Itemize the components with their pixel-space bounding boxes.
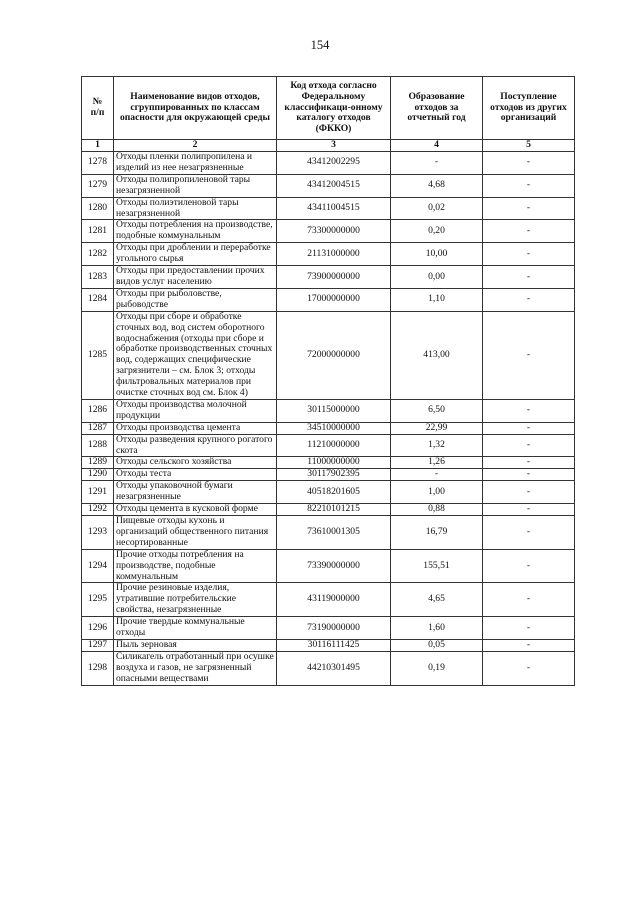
row-number: 1283 [82, 266, 114, 289]
waste-name: Отходы при предоставлении прочих видов услуг населению [114, 266, 277, 289]
received-amount: - [483, 266, 575, 289]
formed-amount: 0,19 [391, 651, 483, 685]
table-row [82, 639, 575, 651]
table-row [82, 288, 575, 311]
page-number: 154 [310, 38, 330, 52]
formed-amount: 0,88 [391, 504, 483, 516]
table-row [82, 469, 575, 481]
row-number: 1287 [82, 422, 114, 434]
waste-name: Пыль зерновая [114, 639, 277, 651]
formed-amount: 1,00 [391, 481, 483, 504]
row-number: 1285 [82, 311, 114, 399]
table-row [82, 243, 575, 266]
column-number: 2 [114, 140, 277, 152]
header-received: Поступление отходов из других организаций [483, 77, 575, 140]
received-amount: - [483, 243, 575, 266]
row-number: 1280 [82, 197, 114, 220]
fkko-code: 44210301495 [277, 651, 391, 685]
formed-amount: 6,50 [391, 399, 483, 422]
fkko-code: 30115000000 [277, 399, 391, 422]
header-formed: Образование отходов за отчетный год [391, 77, 483, 140]
received-amount: - [483, 469, 575, 481]
table-row [82, 434, 575, 457]
fkko-code: 21131000000 [277, 243, 391, 266]
fkko-code: 73900000000 [277, 266, 391, 289]
row-number: 1286 [82, 399, 114, 422]
fkko-code: 30117902395 [277, 469, 391, 481]
received-amount: - [483, 220, 575, 243]
row-number: 1294 [82, 549, 114, 583]
received-amount: - [483, 399, 575, 422]
formed-amount: 1,26 [391, 457, 483, 469]
header-number: № п/п [82, 77, 114, 140]
table-row [82, 549, 575, 583]
waste-name: Прочие твердые коммунальные отходы [114, 617, 277, 640]
table-row [82, 174, 575, 197]
row-number: 1278 [82, 152, 114, 175]
row-number: 1295 [82, 583, 114, 617]
waste-name: Отходы разведения крупного рогатого скота [114, 434, 277, 457]
waste-name: Отходы производства молочной продукции [114, 399, 277, 422]
column-number: 5 [483, 140, 575, 152]
row-number: 1293 [82, 516, 114, 550]
formed-amount: 22,99 [391, 422, 483, 434]
row-number: 1282 [82, 243, 114, 266]
waste-name: Отходы полипропиленовой тары незагрязненной [114, 174, 277, 197]
row-number: 1297 [82, 639, 114, 651]
waste-name: Силикагель отработанный при осушке воздуха и газов, не загрязненный опасными веществами [114, 651, 277, 685]
received-amount: - [483, 422, 575, 434]
waste-name: Отходы упаковочной бумаги незагрязненные [114, 481, 277, 504]
formed-amount: 16,79 [391, 516, 483, 550]
header-fkko-code: Код отхода согласно Федеральному классификаци-онному каталогу отходов (ФККО) [277, 77, 391, 140]
received-amount: - [483, 504, 575, 516]
fkko-code: 72000000000 [277, 311, 391, 399]
formed-amount: 0,00 [391, 266, 483, 289]
received-amount: - [483, 457, 575, 469]
table-row [82, 220, 575, 243]
waste-name: Прочие отходы потребления на производстве, подобные коммунальным [114, 549, 277, 583]
row-number: 1291 [82, 481, 114, 504]
row-number: 1290 [82, 469, 114, 481]
waste-name: Отходы производства цемента [114, 422, 277, 434]
formed-amount: 1,60 [391, 617, 483, 640]
fkko-code: 43411004515 [277, 197, 391, 220]
row-number: 1284 [82, 288, 114, 311]
table-row [82, 504, 575, 516]
received-amount: - [483, 197, 575, 220]
formed-amount: 155,51 [391, 549, 483, 583]
fkko-code: 82210101215 [277, 504, 391, 516]
table-row [82, 516, 575, 550]
formed-amount: 0,05 [391, 639, 483, 651]
received-amount: - [483, 434, 575, 457]
waste-name: Отходы при дроблении и переработке угольного сырья [114, 243, 277, 266]
row-number: 1279 [82, 174, 114, 197]
header-row [82, 77, 575, 140]
fkko-code: 17000000000 [277, 288, 391, 311]
table-row [82, 457, 575, 469]
fkko-code: 40518201605 [277, 481, 391, 504]
received-amount: - [483, 651, 575, 685]
fkko-code: 11000000000 [277, 457, 391, 469]
formed-amount: 10,00 [391, 243, 483, 266]
fkko-code: 43119000000 [277, 583, 391, 617]
fkko-code: 43412004515 [277, 174, 391, 197]
formed-amount: 4,68 [391, 174, 483, 197]
fkko-code: 73190000000 [277, 617, 391, 640]
fkko-code: 34510000000 [277, 422, 391, 434]
waste-table [81, 76, 575, 686]
received-amount: - [483, 617, 575, 640]
table-body [82, 152, 575, 686]
waste-name: Отходы при рыболовстве, рыбоводстве [114, 288, 277, 311]
received-amount: - [483, 152, 575, 175]
formed-amount: 0,20 [391, 220, 483, 243]
table-row [82, 266, 575, 289]
table-row [82, 481, 575, 504]
fkko-code: 73300000000 [277, 220, 391, 243]
formed-amount: 4,65 [391, 583, 483, 617]
column-number: 4 [391, 140, 483, 152]
table-row [82, 583, 575, 617]
waste-name: Отходы теста [114, 469, 277, 481]
row-number: 1296 [82, 617, 114, 640]
waste-name: Отходы потребления на производстве, подобные коммунальным [114, 220, 277, 243]
formed-amount: 0,02 [391, 197, 483, 220]
column-number: 3 [277, 140, 391, 152]
waste-name: Отходы сельского хозяйства [114, 457, 277, 469]
table-row [82, 197, 575, 220]
received-amount: - [483, 583, 575, 617]
waste-name: Отходы цемента в кусковой форме [114, 504, 277, 516]
row-number: 1281 [82, 220, 114, 243]
formed-amount: - [391, 469, 483, 481]
waste-name: Отходы полиэтиленовой тары незагрязненной [114, 197, 277, 220]
fkko-code: 43412002295 [277, 152, 391, 175]
formed-amount: 1,10 [391, 288, 483, 311]
waste-name: Пищевые отходы кухонь и организаций общественного питания несортированные [114, 516, 277, 550]
fkko-code: 73390000000 [277, 549, 391, 583]
column-number: 1 [82, 140, 114, 152]
table-row [82, 311, 575, 399]
fkko-code: 73610001305 [277, 516, 391, 550]
header-waste-name: Наименование видов отходов, сгруппированных по классам опасности для окружающей среды [114, 77, 277, 140]
waste-name: Отходы пленки полипропилена и изделий из нее незагрязненные [114, 152, 277, 175]
formed-amount: 1,32 [391, 434, 483, 457]
waste-name: Отходы при сборе и обработке сточных вод, вод систем оборотного водоснабжения (отходы при сборе и обработке производственных сточных вод, содержащих специфические загрязнители – см. Блок 3; отходы фильтровальных материалов при очистке сточных вод см. Блок 4) [114, 311, 277, 399]
column-number-row [82, 140, 575, 152]
table-row [82, 617, 575, 640]
received-amount: - [483, 288, 575, 311]
formed-amount: - [391, 152, 483, 175]
table-row [82, 651, 575, 685]
received-amount: - [483, 174, 575, 197]
received-amount: - [483, 639, 575, 651]
row-number: 1298 [82, 651, 114, 685]
received-amount: - [483, 481, 575, 504]
waste-name: Прочие резиновые изделия, утратившие потребительские свойства, незагрязненные [114, 583, 277, 617]
formed-amount: 413,00 [391, 311, 483, 399]
row-number: 1292 [82, 504, 114, 516]
received-amount: - [483, 516, 575, 550]
fkko-code: 11210000000 [277, 434, 391, 457]
received-amount: - [483, 311, 575, 399]
received-amount: - [483, 549, 575, 583]
table-row [82, 152, 575, 175]
table-row [82, 399, 575, 422]
row-number: 1289 [82, 457, 114, 469]
fkko-code: 30116111425 [277, 639, 391, 651]
table-row [82, 422, 575, 434]
row-number: 1288 [82, 434, 114, 457]
